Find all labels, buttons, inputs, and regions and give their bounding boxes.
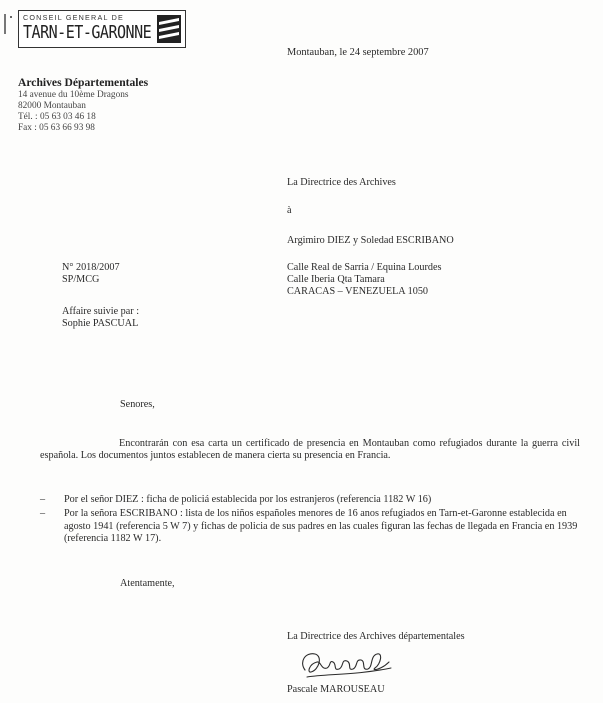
department-emblem-icon: [157, 15, 181, 43]
scan-edge-dot: [10, 16, 12, 18]
signatory-name: Pascale MAROUSEAU: [287, 684, 385, 695]
list-item-text: Por el señor DIEZ : ficha de policiá establecida por los estranjeros (referencia 1182 W 16): [64, 494, 432, 505]
recipient-address-line: Calle Iberia Qta Tamara: [287, 274, 385, 285]
department-address-line: 82000 Montauban: [18, 101, 86, 111]
scan-edge-mark: [4, 14, 6, 34]
list-item: [40, 508, 580, 545]
signatory-title: La Directrice des Archives départementales: [287, 631, 465, 642]
department-fax: Fax : 05 63 66 93 98: [18, 123, 95, 133]
recipient-address-line: CARACAS – VENEZUELA 1050: [287, 286, 429, 297]
body-paragraph: Encontrarán con esa carta un certificado de presencia en Montauban como refugiados durante la guerra civil española. Los documentos juntos establecen de manera cierta su presencia en Francia.: [40, 438, 580, 462]
dash-bullet: –: [40, 494, 46, 505]
letterhead-logo: [18, 10, 186, 48]
list-item: [40, 494, 580, 506]
department-address-line: 14 avenue du 10ème Dragons: [18, 90, 129, 100]
recipient-address-line: Calle Real de Sarria / Equina Lourdes: [287, 262, 442, 273]
list-item-text: Por la señora ESCRIBANO : lista de los niños españoles menores de 16 anos refugiados en Tarn-et-Garonne establecida en agosto 1941 (referencia 5 W 7) y fichas de policia de sus padres en las cuales figuran las fechas de llegada en Francia en 1939 (referencia 1182 W 17).: [64, 508, 578, 545]
reference-number: N° 2018/2007: [62, 262, 120, 273]
department-phone: Tél. : 05 63 03 46 18: [18, 112, 96, 122]
place-and-date: Montauban, le 24 septembre 2007: [287, 47, 429, 58]
dash-bullet: –: [40, 508, 46, 520]
logo-top-text: CONSEIL GENERAL DE: [23, 13, 124, 22]
closing: Atentamente,: [120, 578, 175, 589]
department-title: Archives Départementales: [18, 76, 149, 89]
preposition: à: [287, 205, 292, 216]
followed-by-label: Affaire suivie par :: [62, 306, 140, 317]
reference-initials: SP/MCG: [62, 274, 100, 285]
logo-main-text: TARN-ET-GARONNE: [23, 23, 152, 43]
sender-title: La Directrice des Archives: [287, 177, 396, 188]
document-list: [40, 494, 580, 548]
recipient-names: Argimiro DIEZ y Soledad ESCRIBANO: [287, 235, 454, 246]
followed-by-name: Sophie PASCUAL: [62, 318, 139, 329]
handwritten-signature: [297, 644, 401, 684]
salutation: Senores,: [120, 399, 155, 410]
